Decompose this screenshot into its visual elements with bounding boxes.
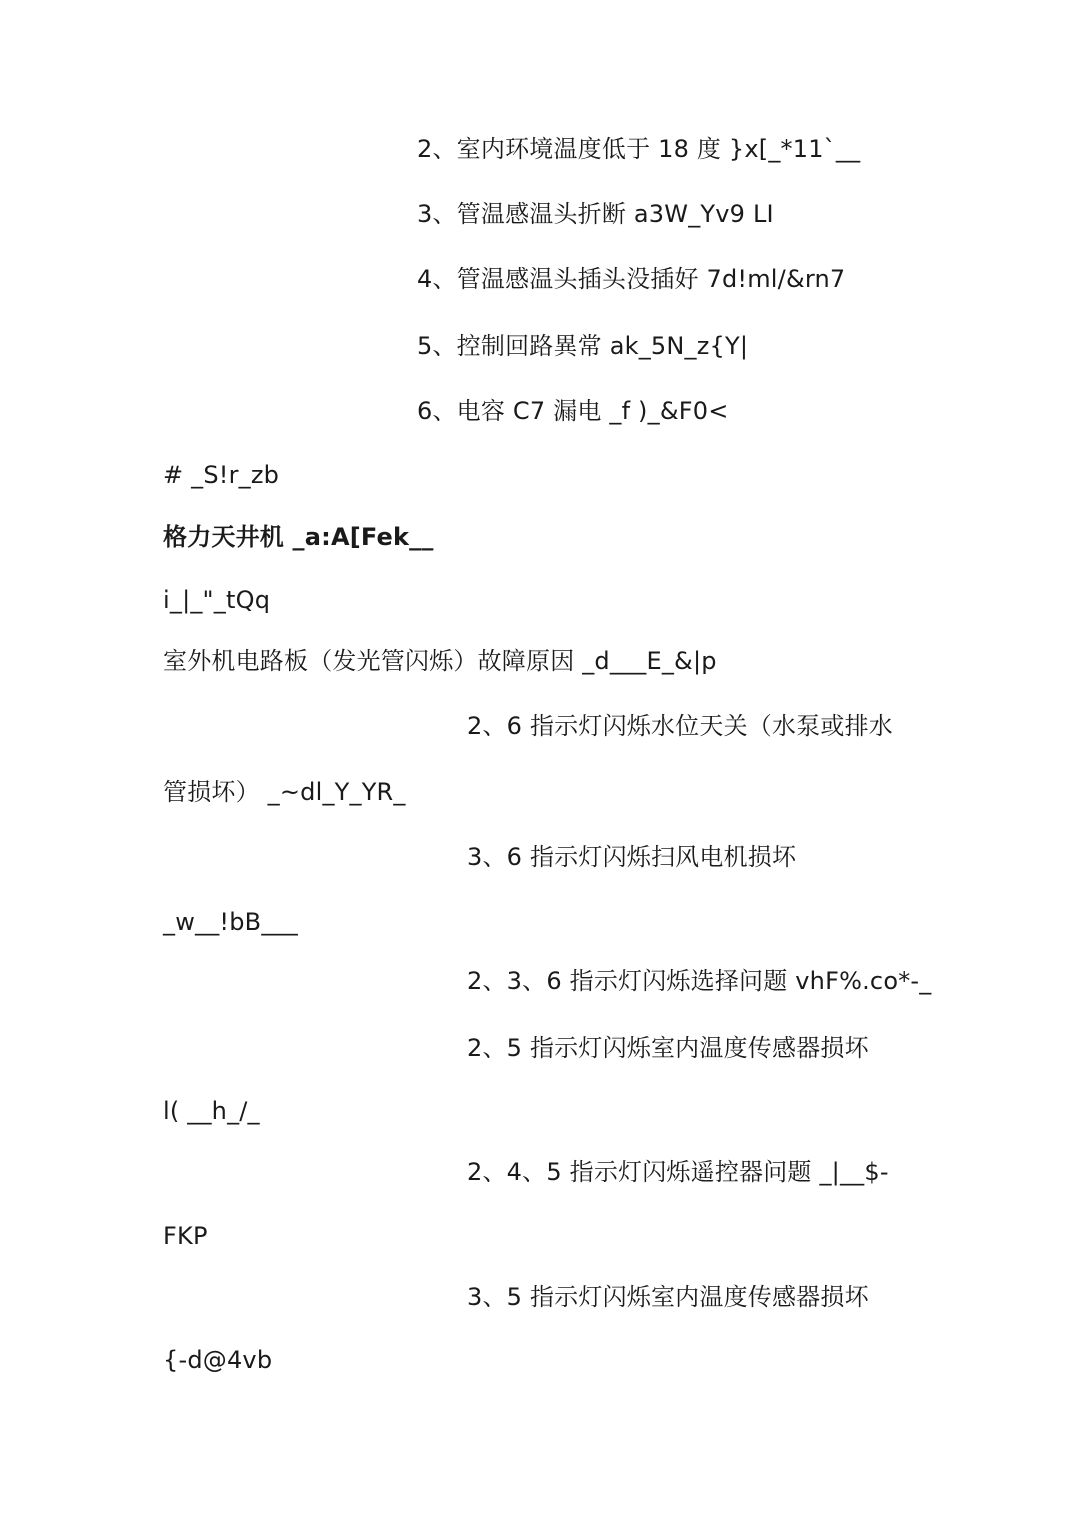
section-subheading: 室外机电路板（发光管闪烁）故障原因 _d___E_&|p <box>163 647 717 675</box>
text-line: {-d@4vb <box>163 1346 273 1374</box>
list-item-capacitor-leak: 6、电容 C7 漏电 _f )_&F0< <box>417 397 729 425</box>
text-line: FKP <box>163 1222 208 1250</box>
section-heading: 格力天井机 _a:A[Fek__ <box>163 523 434 551</box>
list-item-indoor-sensor: 2、5 指示灯闪烁室内温度传感器损坏 <box>467 1034 869 1062</box>
list-item-pipe-sensor-broken: 3、管温感温头折断 a3W_Yv9 LI <box>417 200 774 228</box>
list-item-control-loop: 5、控制回路異常 ak_5N_z{Y| <box>417 332 749 360</box>
list-item-water-level-cont: 管损坏） _~dl_Y_YR_ <box>163 778 406 806</box>
text-line: _w__!bB___ <box>163 908 298 936</box>
text-line: l( __h_/_ <box>163 1097 260 1125</box>
list-item-indoor-temp-low: 2、室内环境温度低于 18 度 }x[_*11`__ <box>417 135 861 163</box>
text-line: # _S!r_zb <box>163 461 280 489</box>
list-item-water-level: 2、6 指示灯闪烁水位天关（水泵或排水 <box>467 712 893 740</box>
list-item-selection: 2、3、6 指示灯闪烁选择问题 vhF%.co*-_ <box>467 967 932 995</box>
list-item-swing-motor: 3、6 指示灯闪烁扫风电机损坏 <box>467 843 797 871</box>
list-item-remote: 2、4、5 指示灯闪烁遥控器问题 _|__$- <box>467 1158 889 1186</box>
list-item-pipe-sensor-plug: 4、管温感温头插头没插好 7d!ml/&rn7 <box>417 265 846 293</box>
text-line: i_|_"_tQq <box>163 586 271 614</box>
list-item-indoor-sensor-2: 3、5 指示灯闪烁室内温度传感器损坏 <box>467 1283 869 1311</box>
